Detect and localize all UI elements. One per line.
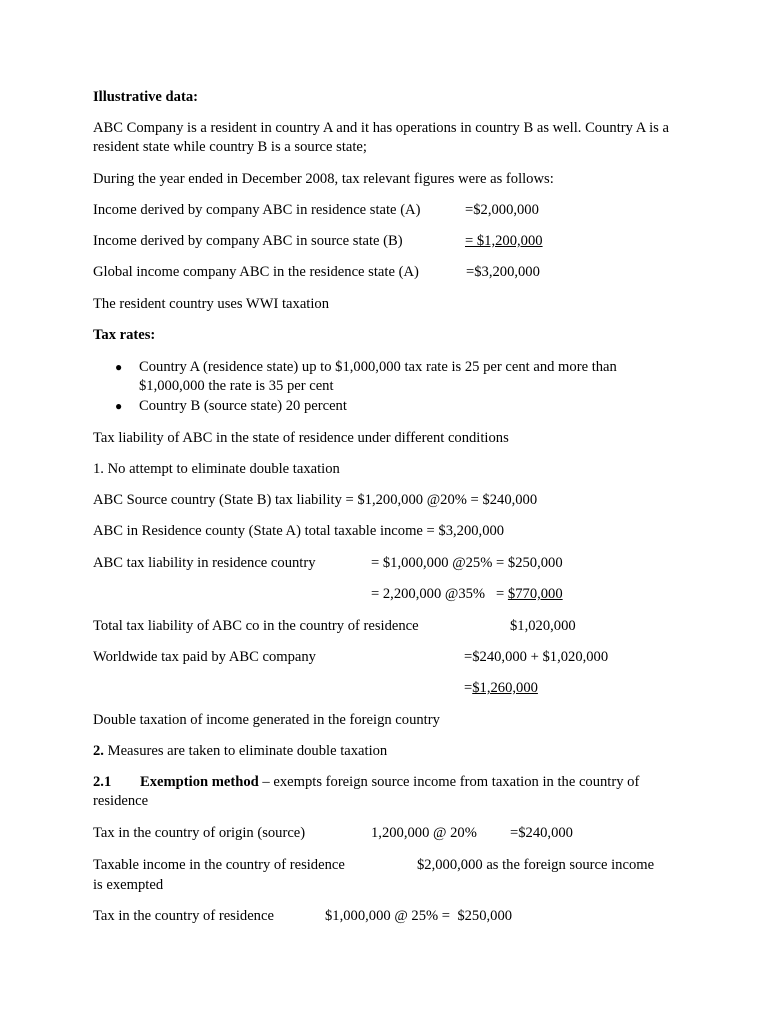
worldwide-label: Worldwide tax paid by ABC company — [93, 649, 316, 665]
worldwide-total-value: $1,260,000 — [472, 680, 538, 696]
taxable-income-continuation: is exempted — [93, 877, 164, 893]
figure-value: =$2,000,000 — [465, 202, 539, 218]
residence-tax-row — [93, 907, 513, 926]
tax-rates-heading: Tax rates: — [93, 327, 156, 343]
bullet-icon: ● — [115, 360, 123, 374]
total-liability-label: Total tax liability of ABC co in the country of residence — [93, 618, 419, 634]
section-2-1-number: 2.1 — [93, 774, 112, 790]
origin-tax-calc: 1,200,000 @ 20% — [371, 825, 477, 841]
taxable-income-label: Taxable income in the country of residence — [93, 857, 345, 873]
worldwide-total-prefix: = — [464, 680, 473, 696]
section-2-1-title: Exemption method — [140, 774, 259, 790]
taxable-income-value: $2,000,000 as the foreign source income — [417, 857, 655, 873]
origin-tax-row — [93, 824, 573, 843]
year-line: During the year ended in December 2008, tax relevant figures were as follows: — [93, 171, 554, 187]
residence-income-line: ABC in Residence county (State A) total taxable income = $3,200,000 — [93, 523, 505, 539]
residence-liability-row — [93, 554, 563, 573]
tax-rate-text: Country A (residence state) up to $1,000,000 tax rate is 25 per cent and more than $1,000,000 the rate is 35 per cent — [139, 359, 617, 394]
figure-value: =$3,200,000 — [466, 264, 540, 280]
residence-calc-1: = $1,000,000 @25% = $250,000 — [371, 555, 563, 571]
figure-label: Income derived by company ABC in residence state (A) — [93, 202, 421, 218]
tax-rate-text: Country B (source state) 20 percent — [139, 398, 347, 414]
residence-tax-label: Tax in the country of residence — [93, 908, 274, 924]
section-2-1-paragraph — [93, 773, 678, 811]
residence-liability-label: ABC tax liability in residence country — [93, 555, 316, 571]
worldwide-calc: =$240,000 + $1,020,000 — [464, 649, 609, 665]
worldwide-row — [93, 648, 609, 667]
section-2-1-text: – exempts foreign source income from taxation in the country of residence — [93, 774, 640, 809]
figure-label: Income derived by company ABC in source state (B) — [93, 233, 403, 249]
bullet-icon: ● — [115, 399, 123, 413]
section-1-heading: 1. No attempt to eliminate double taxation — [93, 461, 340, 477]
source-liability-line: ABC Source country (State B) tax liability = $1,200,000 @20% = $240,000 — [93, 492, 538, 508]
residence-calc-2-value: $770,000 — [507, 586, 563, 602]
figure-row — [93, 201, 539, 220]
total-liability-row — [93, 617, 576, 636]
document-page — [93, 0, 683, 1024]
figure-row — [93, 263, 540, 282]
figure-label: Global income company ABC in the residence state (A) — [93, 264, 419, 280]
section-2-heading — [93, 742, 387, 761]
intro-paragraph: ABC Company is a resident in country A and it has operations in country B as well. Country A is a resident state while country B is a source state; — [93, 120, 669, 155]
origin-tax-label: Tax in the country of origin (source) — [93, 825, 306, 841]
worldwide-total — [464, 679, 538, 698]
liability-intro: Tax liability of ABC in the state of residence under different conditions — [93, 430, 509, 446]
document-heading: Illustrative data: — [93, 89, 198, 105]
figure-value: = $1,200,000 — [465, 233, 543, 249]
figure-row — [93, 232, 543, 251]
total-liability-value: $1,020,000 — [510, 618, 576, 634]
wwi-line: The resident country uses WWI taxation — [93, 296, 329, 312]
residence-calc-2-prefix: = 2,200,000 @35% = — [371, 586, 508, 602]
residence-calc-2 — [371, 585, 563, 604]
section-2-text: Measures are taken to eliminate double taxation — [103, 743, 388, 759]
double-tax-line: Double taxation of income generated in the foreign country — [93, 712, 440, 728]
taxable-income-row — [93, 856, 655, 875]
origin-tax-value: =$240,000 — [510, 825, 573, 841]
residence-tax-calc: $1,000,000 @ 25% = $250,000 — [325, 908, 513, 924]
section-2-number: 2. — [93, 743, 104, 759]
tax-rate-item — [93, 358, 683, 398]
